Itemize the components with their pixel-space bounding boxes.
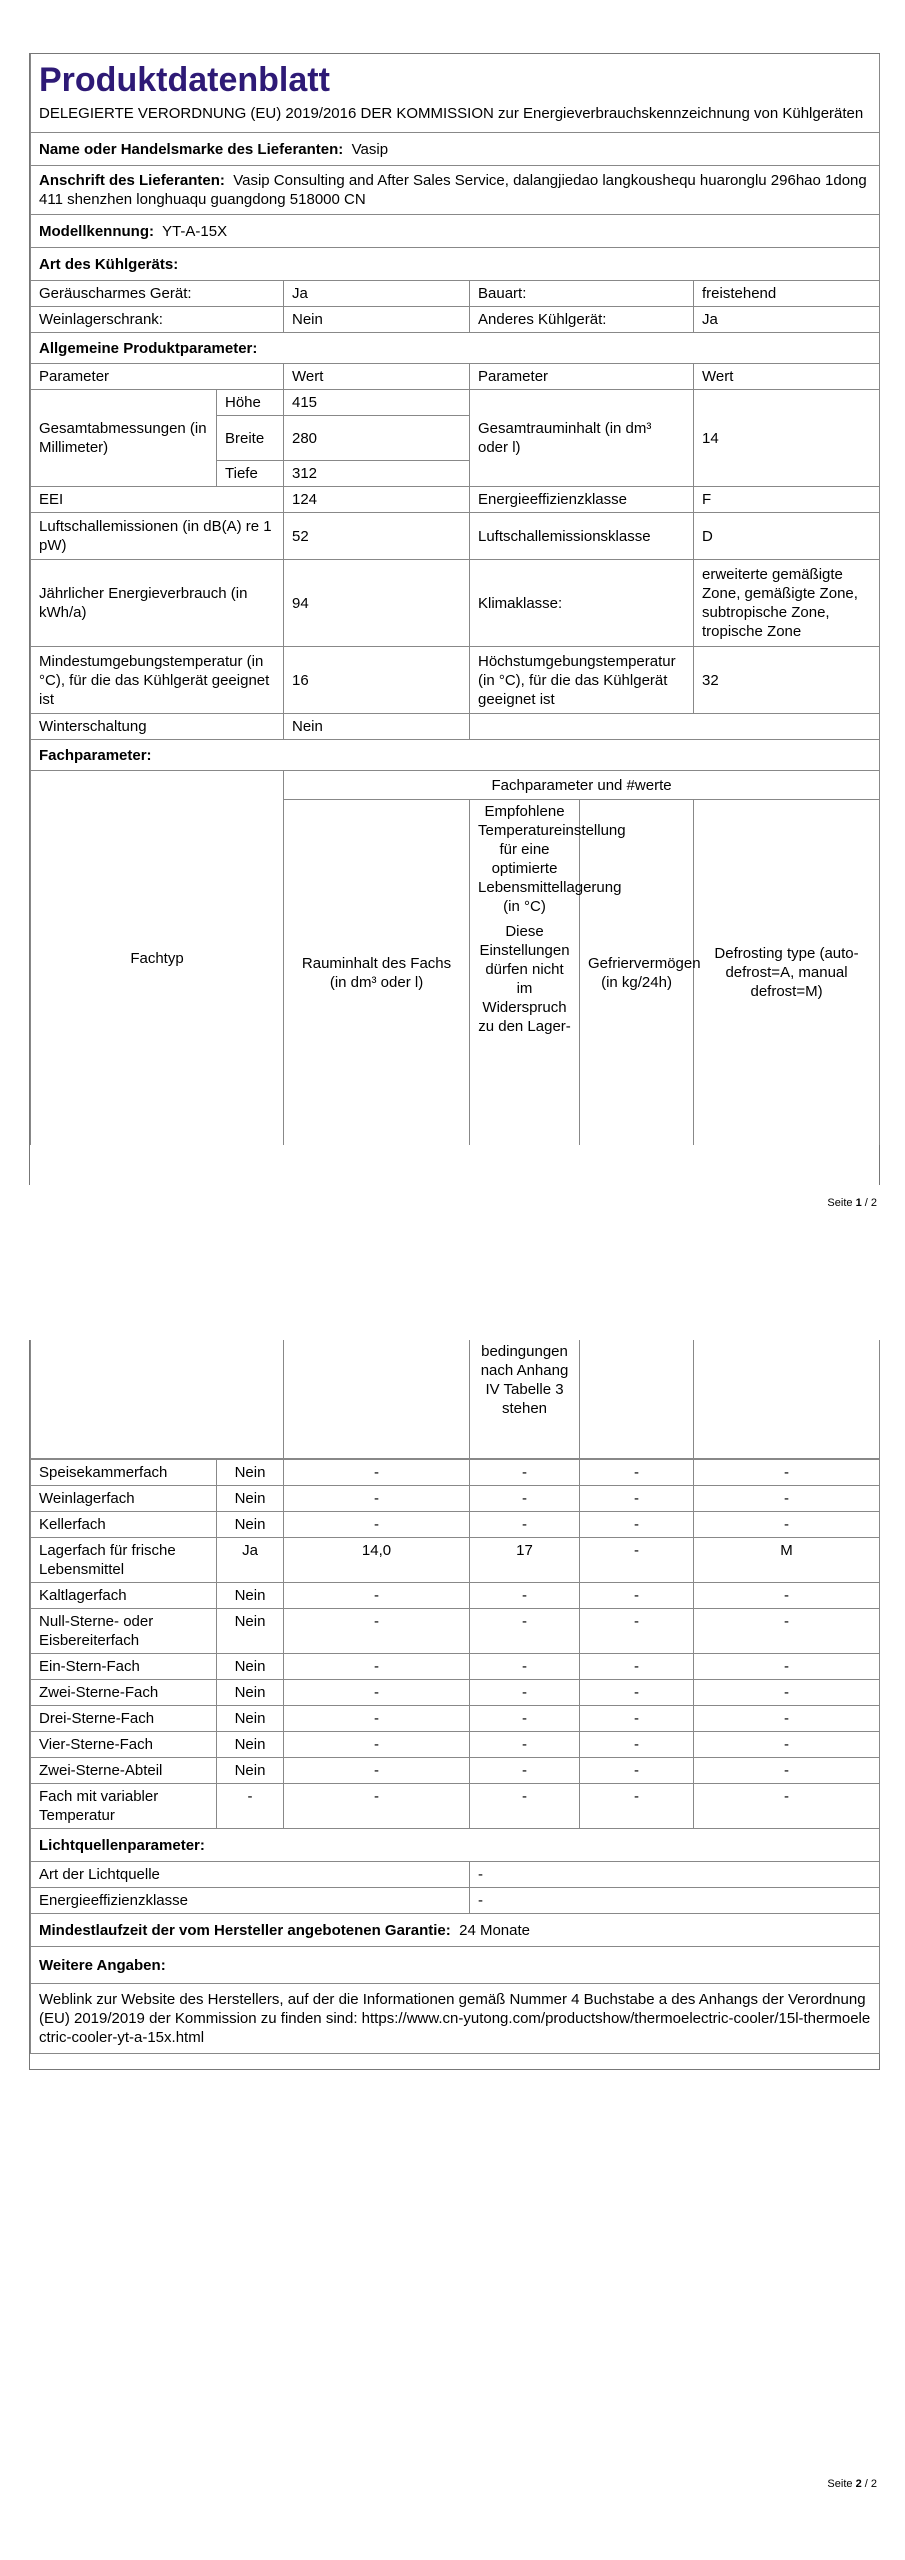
compartment-row — [31, 1732, 880, 1758]
compartment-defrost: - — [694, 1609, 880, 1654]
compartment-present: Nein — [217, 1460, 284, 1486]
compartments-heading: Fachparameter: — [31, 740, 880, 771]
compartment-present: Nein — [217, 1706, 284, 1732]
col-temp — [470, 800, 626, 1146]
compartment-volume: - — [284, 1512, 470, 1538]
compartment-freeze: - — [580, 1460, 694, 1486]
further-heading: Weitere Angaben: — [31, 1947, 880, 1984]
type-row — [31, 307, 880, 333]
compartment-name: Kellerfach — [31, 1512, 217, 1538]
compartment-temp: - — [470, 1706, 580, 1732]
compartment-row — [31, 1486, 880, 1512]
compartment-defrost: - — [694, 1486, 880, 1512]
compartment-temp: - — [470, 1609, 580, 1654]
compartment-temp: - — [470, 1680, 580, 1706]
height-label: Höhe — [217, 390, 284, 416]
other-appliance-value: Ja — [694, 307, 880, 333]
col-temp-b1: Diese Einstellungen dürfen nicht im Widerspruch zu den Lager- — [478, 923, 571, 1035]
wine-cabinet-value: Nein — [284, 307, 470, 333]
compartment-row — [31, 1680, 880, 1706]
compartment-present: Nein — [217, 1486, 284, 1512]
noise-value: 52 — [284, 513, 470, 560]
light-heading: Lichtquellenparameter: — [31, 1829, 880, 1862]
compartment-name: Drei-Sterne-Fach — [31, 1706, 217, 1732]
compartment-present: Nein — [217, 1680, 284, 1706]
compartment-present: Ja — [217, 1538, 284, 1583]
col-defrost: Defrosting type (auto-defrost=A, manual defrost=M) — [694, 800, 880, 1146]
compartment-defrost: - — [694, 1680, 880, 1706]
col-temp-a: Empfohlene Temperatureinstellung für eine optimierte Lebensmittellagerung (in °C) — [478, 803, 626, 915]
depth-value: 312 — [284, 461, 470, 487]
compartment-temp: - — [470, 1583, 580, 1609]
model-value: YT-A-15X — [162, 222, 228, 240]
compartment-defrost: - — [694, 1784, 880, 1829]
compartment-temp: - — [470, 1486, 580, 1512]
compartment-temp: - — [470, 1512, 580, 1538]
compartment-freeze: - — [580, 1486, 694, 1512]
compartment-defrost: - — [694, 1732, 880, 1758]
construction-label: Bauart: — [470, 281, 694, 307]
compartment-freeze: - — [580, 1758, 694, 1784]
compartment-row — [31, 1460, 880, 1486]
page-number-1 — [827, 1197, 877, 1209]
compartment-defrost: - — [694, 1654, 880, 1680]
compartment-freeze: - — [580, 1784, 694, 1829]
wine-cabinet-label: Weinlagerschrank: — [31, 307, 284, 333]
compartments-header-table — [30, 771, 880, 1145]
compartment-name: Zwei-Sterne-Fach — [31, 1680, 217, 1706]
compartment-freeze: - — [580, 1732, 694, 1758]
compartment-row — [31, 1654, 880, 1680]
compartment-present: Nein — [217, 1732, 284, 1758]
col-volume: Rauminhalt des Fachs (in dm³ oder l) — [284, 800, 470, 1146]
compartment-name: Fach mit variabler Temperatur — [31, 1784, 217, 1829]
page-total: 2 — [870, 2478, 877, 2490]
compartments-rows — [30, 1459, 880, 1829]
col-freeze: Gefriervermögen (in kg/24h) — [580, 800, 694, 1146]
document-title: Produktdatenblatt — [39, 61, 330, 99]
height-value: 415 — [284, 390, 470, 416]
min-temp-value: 16 — [284, 647, 470, 714]
other-appliance-label: Anderes Kühlgerät: — [470, 307, 694, 333]
volume-label: Gesamtrauminhalt (in dm³ oder l) — [470, 390, 694, 487]
supplier-name-value: Vasip — [351, 140, 389, 158]
climate-class-label: Klimaklasse: — [470, 560, 694, 647]
light-type-label: Art der Lichtquelle — [31, 1862, 470, 1888]
page-separator: / — [864, 1197, 868, 1209]
max-temp-label: Höchstumgebungstemperatur (in °C), für die das Kühlgerät geeignet ist — [470, 647, 694, 714]
compartment-present: Nein — [217, 1512, 284, 1538]
max-temp-value: 32 — [694, 647, 880, 714]
compartment-name: Lagerfach für frische Lebensmittel — [31, 1538, 217, 1583]
compartment-freeze: - — [580, 1609, 694, 1654]
compartment-name: Null-Sterne- oder Eisbereiterfach — [31, 1609, 217, 1654]
min-temp-label: Mindestumgebungstemperatur (in °C), für die das Kühlgerät geeignet ist — [31, 647, 284, 714]
compartments-table — [30, 1340, 880, 1459]
col-param-2: Parameter — [470, 364, 694, 390]
energy-class-value: F — [694, 487, 880, 513]
page-2 — [0, 1320, 905, 2560]
compartment-present: Nein — [217, 1654, 284, 1680]
compartment-row — [31, 1758, 880, 1784]
compartment-name: Vier-Sterne-Fach — [31, 1732, 217, 1758]
annual-energy-value: 94 — [284, 560, 470, 647]
col-compartment-group: Fachparameter und #werte — [284, 771, 880, 800]
type-row — [31, 281, 880, 307]
low-noise-label: Geräuscharmes Gerät: — [31, 281, 284, 307]
compartment-volume: - — [284, 1460, 470, 1486]
page-current: 1 — [855, 1197, 862, 1209]
width-value: 280 — [284, 416, 470, 461]
compartment-freeze: - — [580, 1583, 694, 1609]
compartment-volume: - — [284, 1609, 470, 1654]
col-compartment-type: Fachtyp — [31, 771, 284, 1145]
compartment-freeze: - — [580, 1654, 694, 1680]
compartment-temp: - — [470, 1460, 580, 1486]
compartment-temp: - — [470, 1654, 580, 1680]
compartment-defrost: - — [694, 1583, 880, 1609]
compartment-volume: 14,0 — [284, 1538, 470, 1583]
compartment-defrost: - — [694, 1706, 880, 1732]
compartment-row — [31, 1706, 880, 1732]
compartment-volume: - — [284, 1583, 470, 1609]
compartment-row — [31, 1784, 880, 1829]
header-table — [30, 54, 880, 281]
page-1-frame — [29, 53, 880, 1185]
winter-value: Nein — [284, 714, 470, 740]
compartment-freeze: - — [580, 1680, 694, 1706]
winter-label: Winterschaltung — [31, 714, 284, 740]
supplier-address-label: Anschrift des Lieferanten: — [39, 172, 225, 189]
compartment-defrost: - — [694, 1460, 880, 1486]
col-temp-b2: bedingungen nach Anhang IV Tabelle 3 stehen — [470, 1340, 580, 1459]
page-number-2 — [827, 2478, 877, 2490]
noise-label: Luftschallemissionen (in dB(A) re 1 pW) — [31, 513, 284, 560]
compartment-present: Nein — [217, 1583, 284, 1609]
climate-class-value: erweiterte gemäßigte Zone, gemäßigte Zone, subtropische Zone, tropische Zone — [694, 560, 880, 647]
compartment-present: Nein — [217, 1609, 284, 1654]
annual-energy-label: Jährlicher Energieverbrauch (in kWh/a) — [31, 560, 284, 647]
type-heading: Art des Kühlgeräts: — [31, 248, 880, 281]
page-2-frame — [29, 1340, 880, 2070]
compartment-name: Kaltlagerfach — [31, 1583, 217, 1609]
compartment-freeze: - — [580, 1512, 694, 1538]
compartment-present: Nein — [217, 1758, 284, 1784]
warranty-label: Mindestlaufzeit der vom Hersteller angebotenen Garantie: — [39, 1921, 451, 1939]
noise-class-label: Luftschallemissionsklasse — [470, 513, 694, 560]
col-value: Wert — [284, 364, 470, 390]
page-prefix: Seite — [827, 1197, 853, 1209]
page-total: 2 — [870, 1197, 877, 1209]
supplier-name-label: Name oder Handelsmarke des Lieferanten: — [39, 140, 344, 158]
compartment-volume: - — [284, 1758, 470, 1784]
light-table — [30, 1829, 880, 2054]
compartment-row — [31, 1609, 880, 1654]
depth-label: Tiefe — [217, 461, 284, 487]
warranty-value: 24 Monate — [459, 1921, 530, 1939]
page-separator: / — [864, 2478, 868, 2490]
compartment-volume: - — [284, 1680, 470, 1706]
compartment-temp: - — [470, 1784, 580, 1829]
light-type-value: - — [470, 1862, 880, 1888]
noise-class-value: D — [694, 513, 880, 560]
page-current: 2 — [855, 2478, 862, 2490]
width-label: Breite — [217, 416, 284, 461]
general-table — [30, 364, 880, 771]
compartment-row — [31, 1538, 880, 1583]
compartment-defrost: - — [694, 1512, 880, 1538]
compartment-name: Weinlagerfach — [31, 1486, 217, 1512]
type-table — [30, 281, 880, 364]
model-label: Modellkennung: — [39, 222, 154, 240]
page-prefix: Seite — [827, 2478, 853, 2490]
compartment-row — [31, 1512, 880, 1538]
compartment-row — [31, 1583, 880, 1609]
compartment-temp: - — [470, 1732, 580, 1758]
compartment-volume: - — [284, 1732, 470, 1758]
energy-class-label: Energieeffizienzklasse — [470, 487, 694, 513]
eei-value: 124 — [284, 487, 470, 513]
compartment-freeze: - — [580, 1706, 694, 1732]
general-heading: Allgemeine Produktparameter: — [31, 333, 880, 364]
compartment-present: - — [217, 1784, 284, 1829]
compartment-volume: - — [284, 1706, 470, 1732]
volume-value: 14 — [694, 390, 880, 487]
low-noise-value: Ja — [284, 281, 470, 307]
compartment-temp: - — [470, 1758, 580, 1784]
further-text: Weblink zur Website des Herstellers, auf der die Informationen gemäß Nummer 4 Buchstabe a des Anhangs der Verordnung (EU) 2019/2019 der Kommission zu finden sind: https://www.cn-yutong.com/productshow/thermoelectric-cooler/15l-thermoelectric-cooler-yt-a-15x.html — [31, 1984, 880, 2054]
col-param: Parameter — [31, 364, 284, 390]
compartment-freeze: - — [580, 1538, 694, 1583]
light-class-label: Energieeffizienzklasse — [31, 1888, 470, 1914]
page-1 — [0, 0, 905, 1240]
construction-value: freistehend — [694, 281, 880, 307]
col-value-2: Wert — [694, 364, 880, 390]
document-subtitle: DELEGIERTE VERORDNUNG (EU) 2019/2016 DER KOMMISSION zur Energieverbrauchskennzeichnung von Kühlgeräten — [39, 105, 864, 122]
compartment-defrost: - — [694, 1758, 880, 1784]
compartment-volume: - — [284, 1486, 470, 1512]
compartment-volume: - — [284, 1784, 470, 1829]
compartment-name: Zwei-Sterne-Abteil — [31, 1758, 217, 1784]
compartment-volume: - — [284, 1654, 470, 1680]
supplier-address-value: Vasip Consulting and After Sales Service, dalangjiedao langkoushequ huaronglu 296hao 1dong 411 shenzhen longhuaqu guangdong 518000 CN — [39, 172, 867, 208]
compartment-name: Ein-Stern-Fach — [31, 1654, 217, 1680]
light-class-value: - — [470, 1888, 880, 1914]
dimensions-label: Gesamtabmessungen (in Millimeter) — [31, 390, 217, 487]
compartment-name: Speisekammerfach — [31, 1460, 217, 1486]
compartment-defrost: M — [694, 1538, 880, 1583]
eei-label: EEI — [31, 487, 284, 513]
compartment-temp: 17 — [470, 1538, 580, 1583]
